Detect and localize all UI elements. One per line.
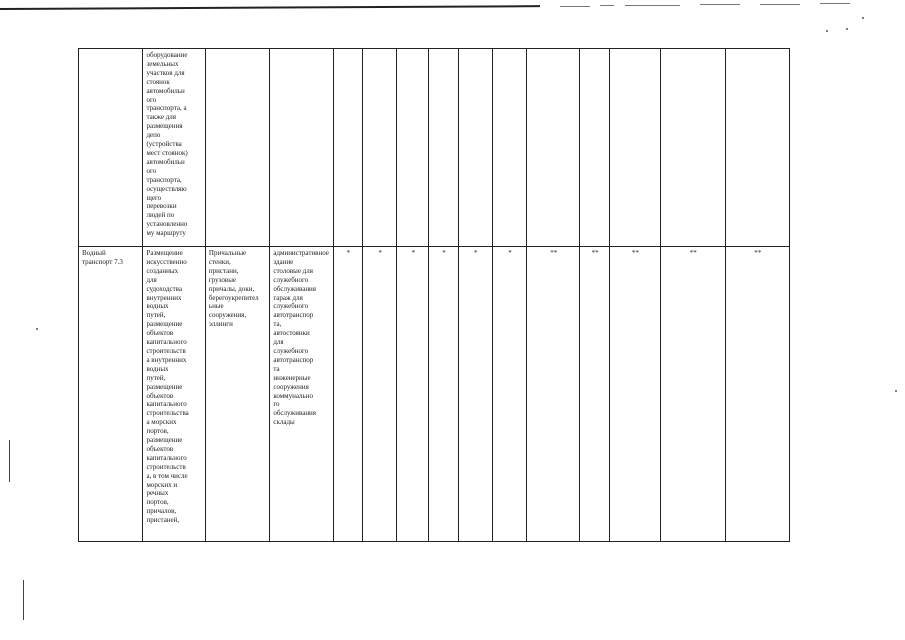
scan-dash (820, 3, 850, 4)
table-cell (458, 247, 492, 542)
scan-dash (760, 4, 800, 5)
double-asterisk-mark: ** (550, 249, 558, 257)
table-cell (205, 247, 269, 542)
cell-text: административное здание столовые для служебного обслуживания гараж для служебного автотранспор та, автостоянки для служебного автотранспор та инженерные сооружения коммунально го обслуживания склады (273, 249, 329, 427)
asterisk-mark: * (442, 249, 446, 257)
double-asterisk-mark: ** (631, 249, 639, 257)
asterisk-mark: * (378, 249, 382, 257)
cell-text: Причальные стенки, пристани, грузовые причалы, доки, берегоукрепител ьные сооружения, эллинги (208, 249, 259, 329)
table-cell (492, 247, 526, 542)
table-cell (143, 247, 205, 542)
table-cell (333, 49, 362, 247)
cell-text: оборудование земельных участков для стоянок автомобильн ого транспорта, а также для размещения депо (устройства мест стоянок) автомобильн ого транспорта, осуществляю щего перевозки людей по установленно му маршруту (146, 51, 188, 238)
asterisk-mark: * (508, 249, 512, 257)
scan-dash (600, 5, 614, 6)
table-cell (429, 247, 458, 542)
double-asterisk-mark: ** (689, 249, 697, 257)
table-cell (725, 247, 790, 542)
asterisk-mark: * (474, 249, 478, 257)
scan-margin-line (23, 580, 24, 620)
table-cell (725, 49, 790, 247)
double-asterisk-mark: ** (591, 249, 599, 257)
scan-dot (862, 17, 864, 19)
asterisk-mark: * (411, 249, 416, 257)
double-asterisk-mark: ** (754, 249, 762, 257)
table-cell (270, 49, 333, 247)
scan-dot (36, 328, 38, 330)
table-cell (661, 49, 725, 247)
cell-text: Размещение искусственно созданных для судоходства внутренних водных путей, размещение объектов капитального строительств а внутренних водных путей, размещение объектов капитального строительства а морских портов, размещение объектов капитального строительств а, в том числе морских и речных портов, причалов, пристаней, (146, 249, 189, 525)
table-cell (397, 49, 429, 247)
table-row (79, 247, 790, 542)
table-cell (458, 49, 492, 247)
scan-margin-line (9, 440, 10, 482)
table-cell (397, 247, 429, 542)
table-cell (609, 49, 660, 247)
table-cell (580, 49, 609, 247)
scan-dash (625, 5, 680, 6)
table-cell (492, 49, 526, 247)
table-cell (79, 247, 143, 542)
table-cell (429, 49, 458, 247)
table-cell (527, 247, 580, 542)
table-cell (205, 49, 269, 247)
asterisk-mark: * (346, 249, 351, 257)
table-cell (661, 247, 725, 542)
scan-dot (846, 28, 848, 30)
table-cell (143, 49, 205, 247)
table-cell (362, 247, 396, 542)
scan-dash (700, 4, 740, 5)
scan-dot (895, 390, 897, 392)
data-table (78, 48, 790, 542)
cell-text: Водный транспорт 7.3 (82, 249, 123, 266)
table-row (79, 49, 790, 247)
table-cell (79, 49, 143, 247)
table-cell (580, 247, 609, 542)
table-cell (333, 247, 362, 542)
scan-dash (560, 6, 590, 7)
table-cell (609, 247, 660, 542)
table-cell (527, 49, 580, 247)
scan-border-line (0, 5, 540, 10)
scan-dot (826, 30, 828, 32)
table-cell (270, 247, 333, 542)
table-cell (362, 49, 396, 247)
